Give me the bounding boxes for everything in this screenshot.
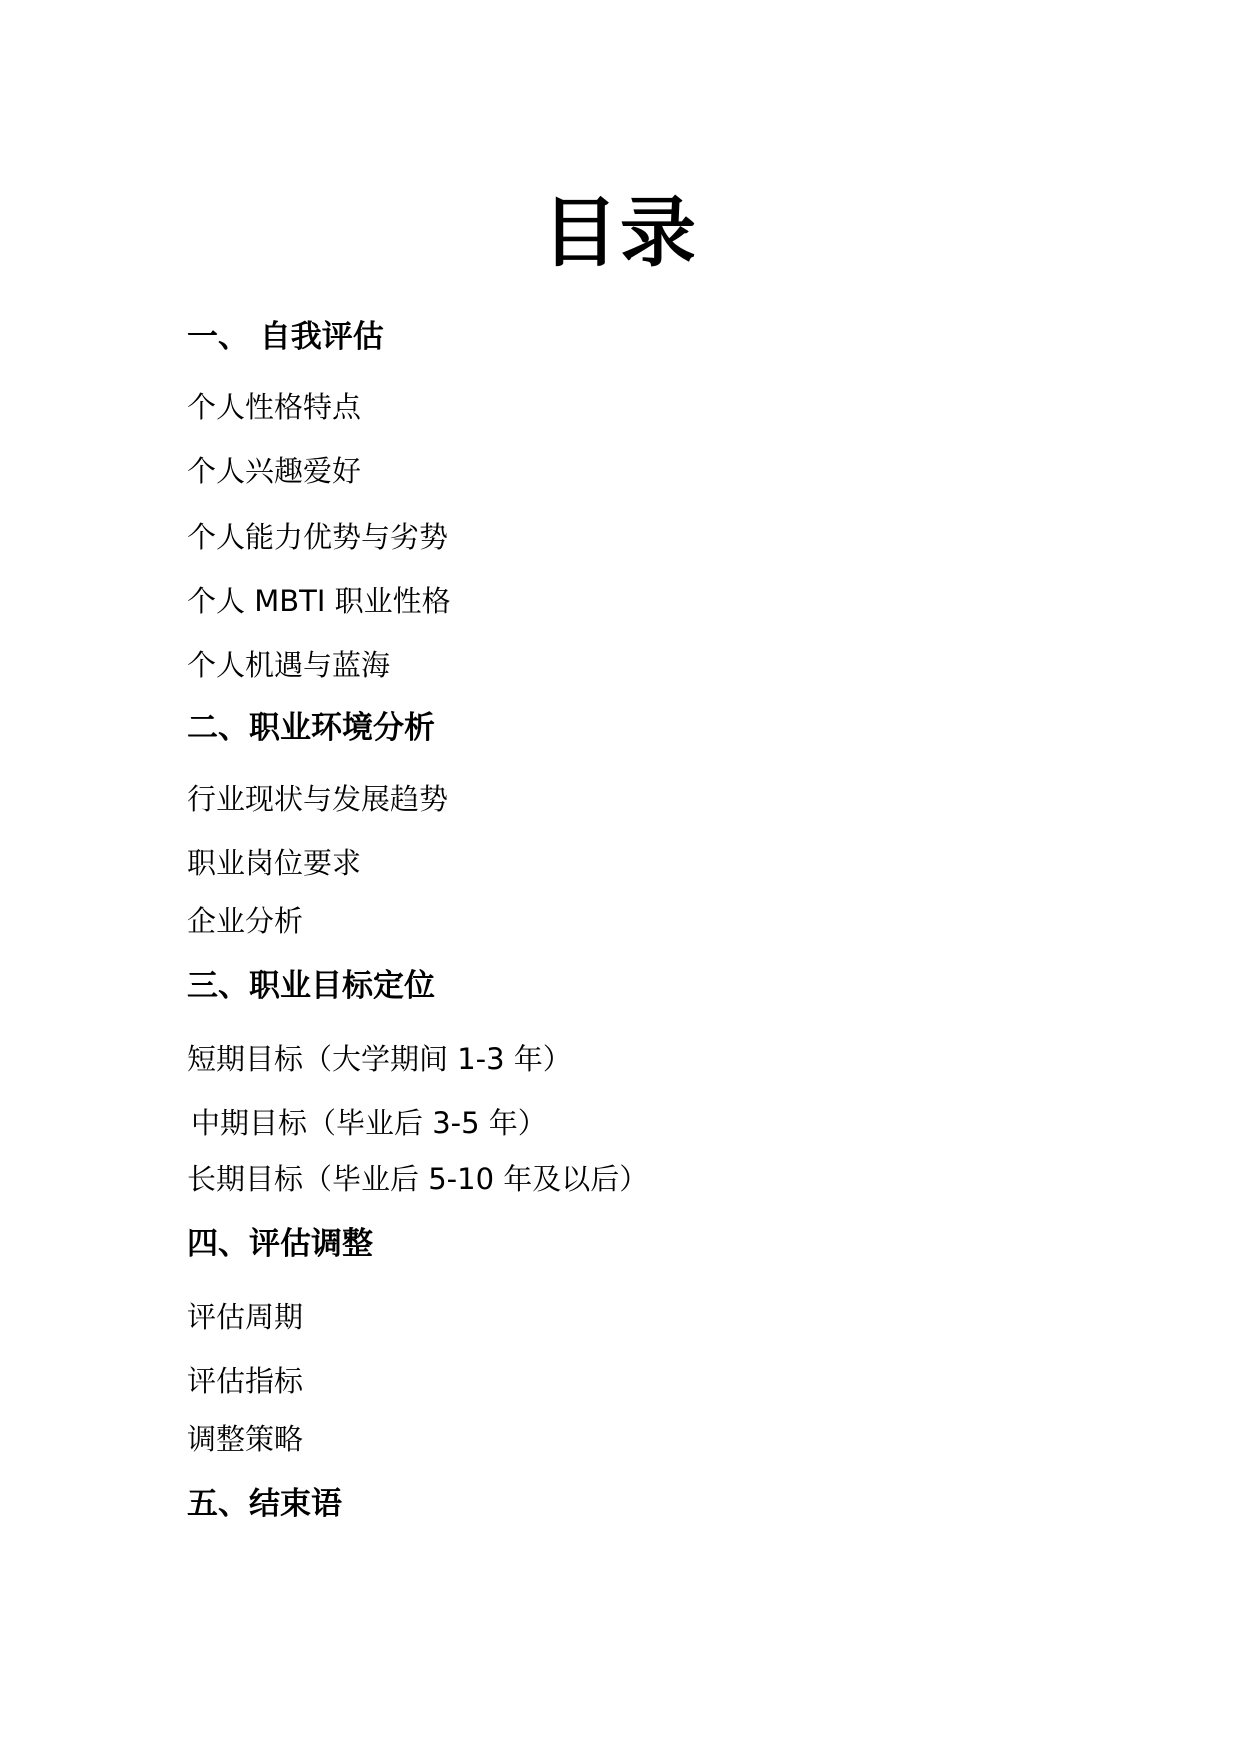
page-title: 目录 — [542, 188, 698, 277]
toc-item: 职业岗位要求 — [187, 846, 362, 880]
section-heading-conclusion: 五、结束语 — [187, 1486, 342, 1522]
toc-item: 短期目标（大学期间 1-3 年） — [187, 1042, 572, 1076]
toc-item: 评估指标 — [187, 1364, 304, 1398]
toc-item: 中期目标（毕业后 3-5 年） — [191, 1106, 547, 1140]
toc-item: 调整策略 — [187, 1422, 304, 1456]
section-heading-career-environment: 二、职业环境分析 — [187, 710, 435, 746]
toc-item: 评估周期 — [187, 1300, 304, 1334]
section-heading-evaluation-adjustment: 四、评估调整 — [187, 1226, 373, 1262]
toc-item: 个人 MBTI 职业性格 — [187, 584, 451, 618]
toc-item: 个人机遇与蓝海 — [187, 648, 391, 682]
toc-item: 个人性格特点 — [187, 390, 362, 424]
toc-item: 长期目标（毕业后 5-10 年及以后） — [187, 1162, 649, 1196]
toc-item: 个人兴趣爱好 — [187, 454, 362, 488]
toc-item: 企业分析 — [187, 904, 304, 938]
toc-item: 个人能力优势与劣势 — [187, 520, 449, 554]
section-heading-self-assessment: 一、 自我评估 — [187, 319, 384, 355]
section-heading-career-goals: 三、职业目标定位 — [187, 968, 435, 1004]
toc-item: 行业现状与发展趋势 — [187, 782, 449, 816]
